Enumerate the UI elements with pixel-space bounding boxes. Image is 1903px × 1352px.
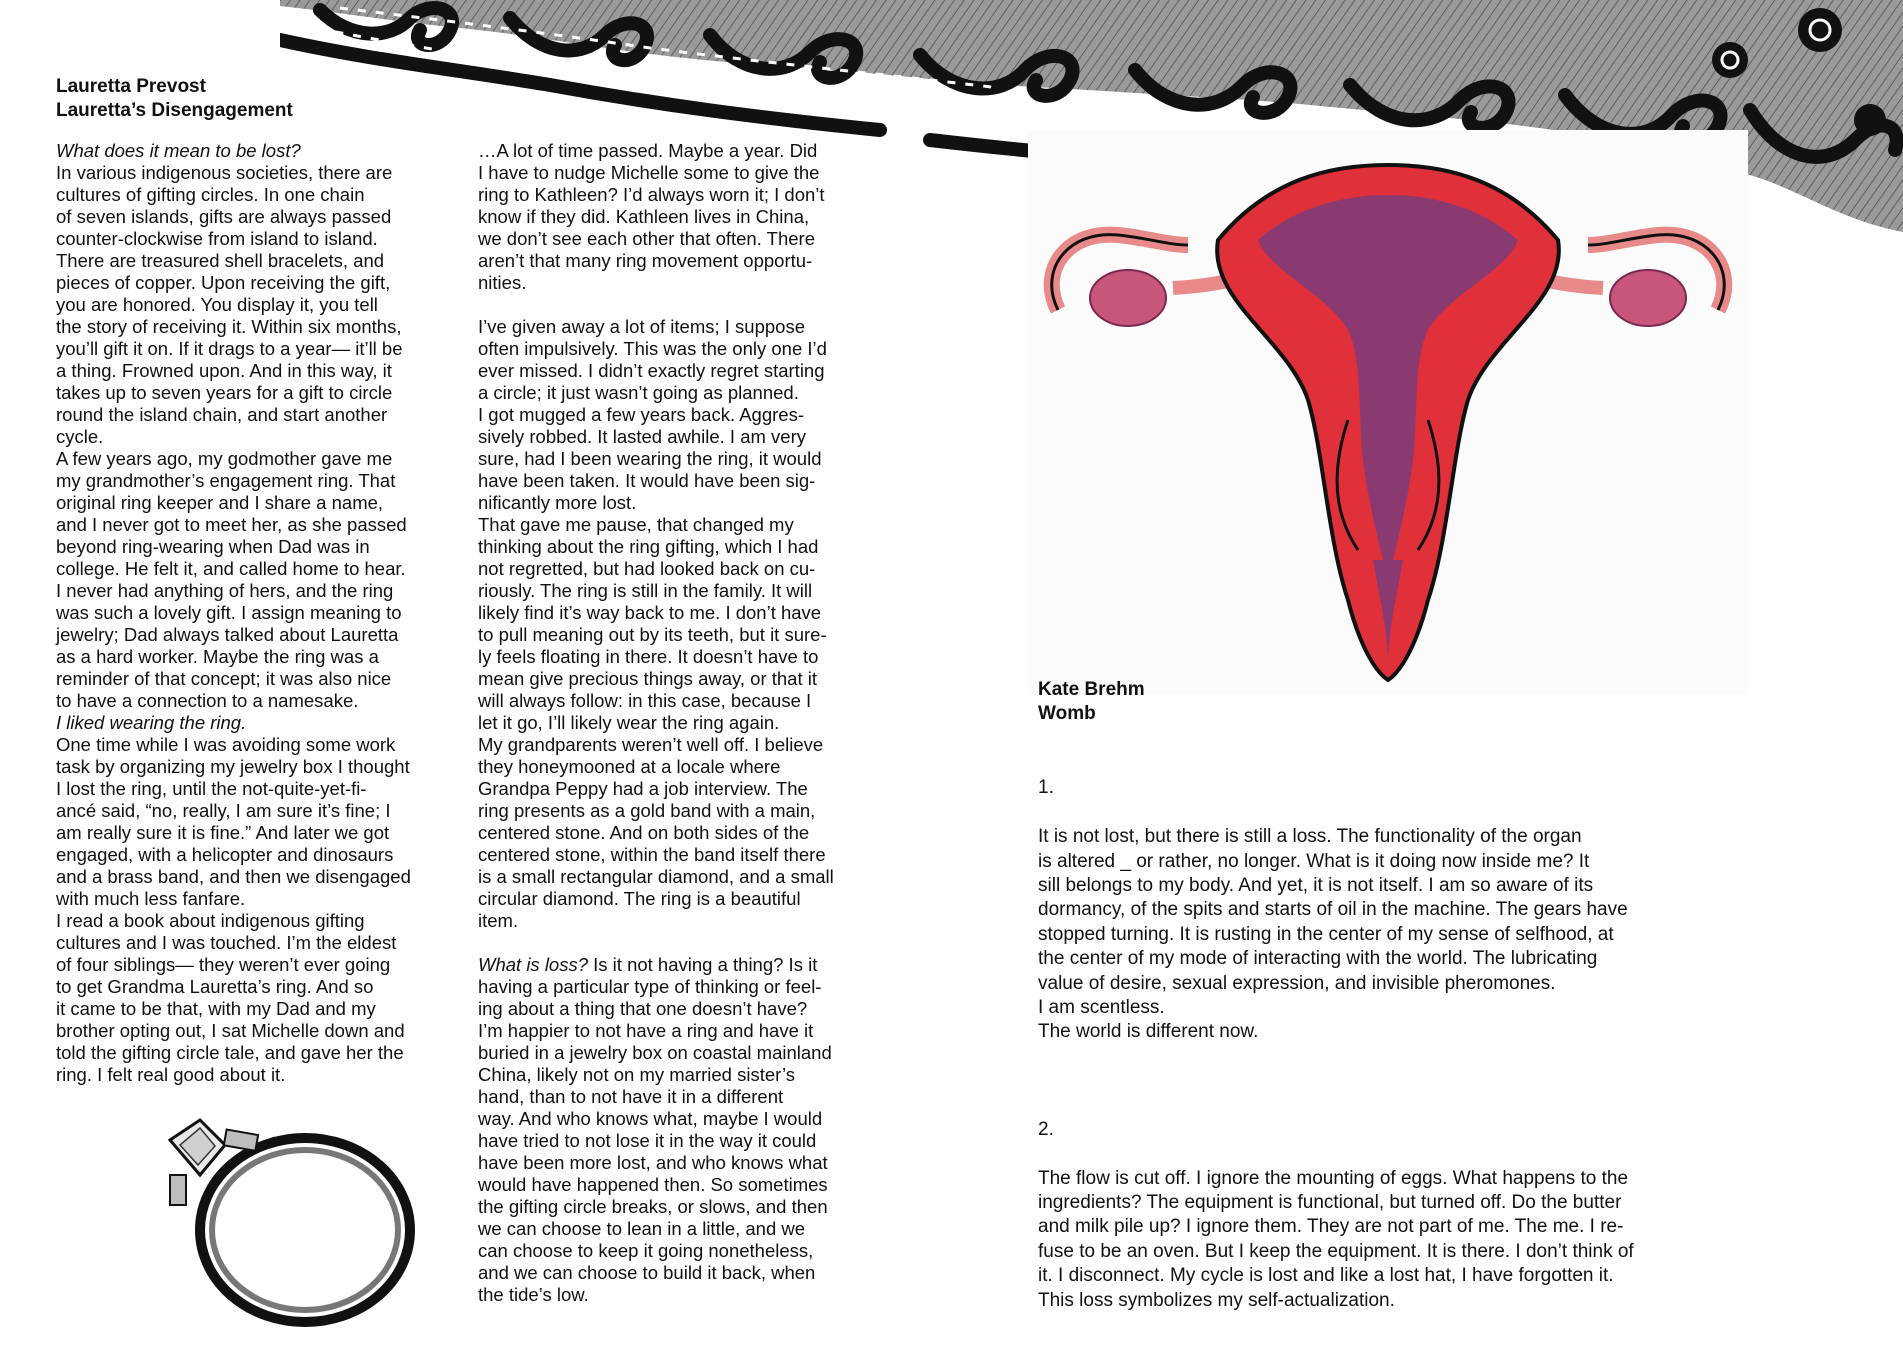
right-title: Womb [1038, 703, 1096, 724]
paragraph: That gave me pause, that changed my thinking about the ring gifting, which I had not regretted, but had looked back on cu- riously. The ring is still in the family. It will likely find it’s way back to me. I don’t have to pull meaning out by its teeth, but it sure- ly feels floating in there. It doesn’t have to mean give precious things away, or that it will always follow: in this case, because I let it go, I’ll likely wear the ring again. [478, 514, 827, 733]
paragraph: I read a book about indigenous gifting cultures and I was touched. I’m the eldest of four siblings— they weren’t ever going to get Grandma Lauretta’s ring. And so it came to be that, with my Dad and my brother opting out, I sat Michelle down and told the gifting circle tale, and gave her the ring. I felt real good about it. [56, 910, 405, 1085]
paragraph: …A lot of time passed. Maybe a year. Did I have to nudge Michelle some to give the ring to Kathleen? I’d always worn it; I don’t know if they did. Kathleen lives in China, we don’t see each other that often. There aren’t that many ring movement opportu- nities. [478, 140, 825, 293]
question-heading: What is loss? [478, 954, 589, 975]
paragraph [478, 954, 898, 1306]
paragraph: One time while I was avoiding some work task by organizing my jewelry box I thought I lost the ring, until the not-quite-yet-fi- ancé said, “no, really, I am sure it’s fine; I am really sure it is fine.” And later we got engaged, with a helicopter and dinosaurs and a brass band, and then we disengaged with much less fanfare. [56, 734, 411, 909]
paragraph: In various indigenous societies, there are cultures of gifting circles. In one chain of seven islands, gifts are always passed counter-clockwise from island to island. There are treasured shell bracelets, and pieces of copper. Upon receiving the gift, you are honored. You display it, you tell the story of receiving it. Within six months, you’ll gift it on. If it drags to a year— it’ll be a thing. Frowned upon. And in this way, it takes up to seven years for a gift to circle round the island chain, and start another cycle. [56, 162, 403, 447]
right-story-header [1038, 678, 1145, 726]
left-author: Lauretta Prevost [56, 76, 206, 97]
right-author: Kate Brehm [1038, 679, 1145, 700]
question-heading: I liked wearing the ring. [56, 712, 247, 733]
paragraph-text: Is it not having a thing? Is it having a particular type of thinking or feel- ing about a thing that one doesn’t have? I’m happier to not have a ring and have it buried in a jewelry box on coastal mainland China, likely not on my married sister’s hand, than to not have it in a different way. And who knows what, maybe I would have tried to not lose it in the way it could have been more lost, and who knows what would have happened then. So sometimes the gifting circle breaks, or slows, and then we can choose to lean in a little, and we can choose to keep it going nonetheless, and we can choose to build it back, when the tide’s low. [478, 954, 832, 1305]
section-1-text: It is not lost, but there is still a loss. The functionality of the organ is altered _ or rather, no longer. What is it doing now inside me? It sill belongs to my body. And yet, it is not itself. I am so aware of its dormancy, of the spits and starts of oil in the machine. The gears have stopped turning. It is rusting in the center of my sense of selfhood, at the center of my mode of interacting with the world. The lubricating value of desire, sexual expression, and invisible pheromones. I am scentless. The world is different now. [1038, 826, 1628, 1043]
left-column-2 [478, 140, 898, 1306]
ring-illustration [140, 1100, 440, 1330]
left-story-header [56, 75, 293, 123]
paragraph: I got mugged a few years back. Aggres- sively robbed. It lasted awhile. I am very sure, had I been wearing the ring, it would have been taken. It would have been sig- nificantly more lost. [478, 404, 822, 513]
question-heading: What does it mean to be lost? [56, 140, 301, 161]
section-2-number: 2. [1038, 1118, 1054, 1140]
left-title: Lauretta’s Disengagement [56, 100, 293, 121]
left-column-1 [56, 140, 471, 1086]
section-2-text: The flow is cut off. I ignore the mounting of eggs. What happens to the ingredients? The equipment is functional, but turned off. Do the butter and milk pile up? I ignore them. They are not part of me. The me. I re- fuse to be an oven. But I keep the equipment. It is there. I don’t think of it. I disconnect. My cycle is lost and like a lost hat, I have forgotten it. This loss symbolizes my self-actualization. [1038, 1167, 1634, 1311]
paragraph: A few years ago, my godmother gave me my grandmother’s engagement ring. That original ring keeper and I share a name, and I never got to meet her, as she passed beyond ring-wearing when Dad was in college. He felt it, and called home to hear. I never had anything of hers, and the ring was such a lovely gift. I assign meaning to jewelry; Dad always talked about Lauretta as a hard worker. Maybe the ring was a reminder of that concept; it was also nice to have a connection to a namesake. [56, 448, 407, 711]
paragraph: My grandparents weren’t well off. I believe they honeymooned at a locale where Grandpa Peppy had a job interview. The ring presents as a gold band with a main, centered stone. And on both sides of the centered stone, within the band itself there is a small rectangular diamond, and a small circular diamond. The ring is a beautiful item. [478, 734, 834, 931]
section-1-number: 1. [1038, 777, 1054, 799]
uterus-illustration [1028, 120, 1748, 690]
paragraph: I’ve given away a lot of items; I suppose often impulsively. This was the only one I’d ever missed. I didn’t exactly regret starting a circle; it just wasn’t going as planned. [478, 316, 827, 403]
paragraph-gap [478, 294, 898, 316]
right-story-text [1038, 752, 1738, 1337]
paragraph-gap [478, 932, 898, 954]
